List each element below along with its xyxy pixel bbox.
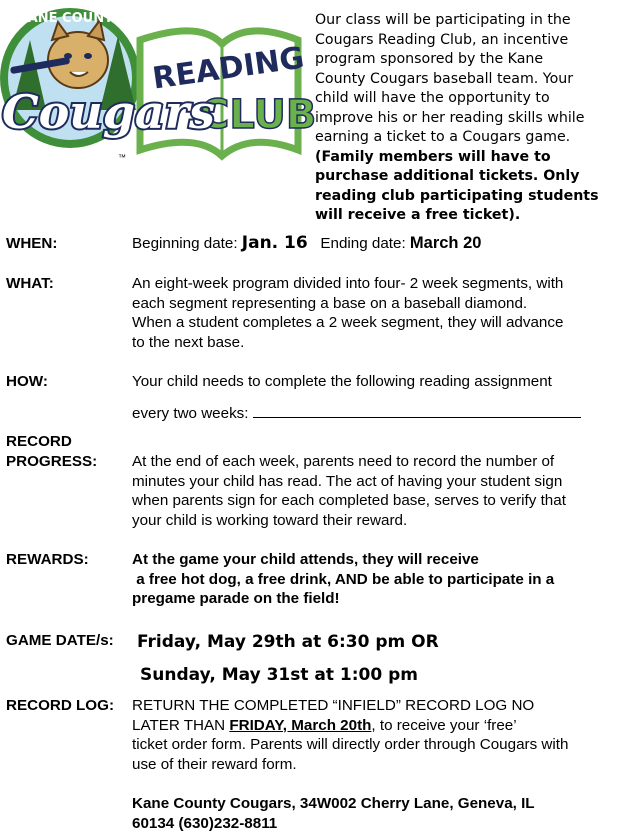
rewards-line: At the game your child attends, they will receive bbox=[132, 551, 479, 568]
record-log-line: RETURN THE COMPLETED “INFIELD” RECORD LOG NO bbox=[132, 697, 535, 714]
logo-club-text: CLUB bbox=[200, 92, 317, 138]
logo-tm: ™ bbox=[118, 153, 126, 162]
rewards-label: REWARDS: bbox=[6, 551, 89, 568]
record-log-line: ticket order form. Parents will directly order through Cougars with bbox=[132, 736, 569, 754]
game-date-2: Sunday, May 31st at 1:00 pm bbox=[140, 665, 418, 685]
begin-date-value: Jan. 16 bbox=[241, 233, 308, 253]
intro-line: child will have the opportunity to bbox=[315, 90, 550, 106]
what-line: each segment representing a base on a baseball diamond. bbox=[132, 294, 528, 312]
game-date-label: GAME DATE/s: bbox=[6, 632, 114, 649]
record-label: RECORD bbox=[6, 433, 72, 450]
contact-line: 60134 (630)232-8811 bbox=[132, 814, 278, 832]
record-log-deadline: FRIDAY, March 20th bbox=[229, 716, 372, 734]
record-line: minutes your child has read. The act of having your student sign bbox=[132, 472, 563, 490]
how-line: every two weeks: bbox=[132, 404, 253, 422]
intro-line: Cougars Reading Club, an incentive bbox=[315, 31, 569, 48]
intro-line: County Cougars baseball team. Your bbox=[315, 70, 574, 87]
begin-date-label: Beginning date: bbox=[132, 235, 242, 252]
intro-bold-line: purchase additional tickets. Only bbox=[315, 168, 580, 184]
intro-line: earning a ticket to a Cougars game. bbox=[315, 129, 571, 145]
record-log-label: RECORD LOG: bbox=[6, 697, 114, 714]
what-line: An eight-week program divided into four- 2 week segments, with bbox=[132, 275, 564, 292]
end-date-value: March 20 bbox=[409, 234, 482, 252]
record-line: when parents sign for each completed base, serves to verify that bbox=[132, 492, 566, 510]
rewards-line: a free hot dog, a free drink, AND be able to participate in a bbox=[132, 570, 555, 588]
cougars-reading-club-logo bbox=[0, 0, 317, 165]
contact-line: Kane County Cougars, 34W002 Cherry Lane, Geneva, IL bbox=[132, 795, 535, 812]
record-log-line: , to receive your ‘free’ bbox=[371, 716, 517, 734]
intro-line: program sponsored by the Kane bbox=[315, 51, 544, 67]
game-date-1: Friday, May 29th at 6:30 pm OR bbox=[137, 632, 439, 652]
logo-top-text: KANE COUNTY bbox=[17, 11, 123, 26]
record-line: your child is working toward their reward. bbox=[132, 511, 408, 529]
how-label: HOW: bbox=[6, 373, 48, 390]
intro-bold-line: reading club participating students bbox=[315, 187, 599, 204]
when-label: WHEN: bbox=[6, 235, 58, 252]
intro-paragraph bbox=[315, 11, 615, 226]
how-line: Your child needs to complete the following reading assignment bbox=[132, 373, 552, 390]
intro-bold-line: (Family members will have to bbox=[315, 148, 551, 165]
end-date-label: Ending date: bbox=[320, 235, 410, 252]
intro-line: Our class will be participating in the bbox=[315, 12, 571, 28]
progress-label: PROGRESS: bbox=[6, 452, 98, 470]
record-line: At the end of each week, parents need to record the number of bbox=[132, 453, 555, 470]
intro-bold-line: will receive a free ticket). bbox=[315, 207, 521, 223]
what-line: When a student completes a 2 week segment, they will advance bbox=[132, 314, 564, 332]
intro-line: improve his or her reading skills while bbox=[315, 109, 585, 126]
record-log-line: LATER THAN bbox=[132, 716, 230, 734]
record-log-line: use of their reward form. bbox=[132, 755, 297, 773]
reading-assignment-blank bbox=[253, 403, 581, 418]
what-line: to the next base. bbox=[132, 333, 245, 351]
what-label: WHAT: bbox=[6, 275, 54, 292]
logo-reading-text: READING bbox=[150, 40, 307, 97]
rewards-line: pregame parade on the field! bbox=[132, 590, 340, 608]
logo-cougars-text: Cougars bbox=[2, 85, 215, 139]
